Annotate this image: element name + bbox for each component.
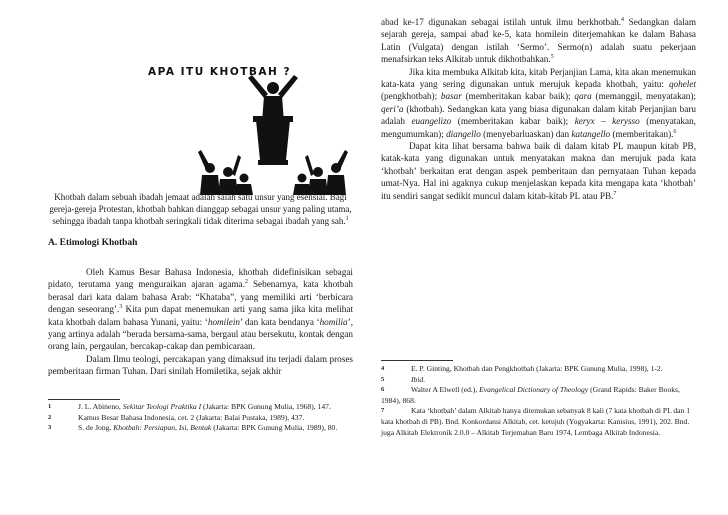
right-footnotes (381, 364, 696, 438)
right-body-text (381, 16, 696, 202)
footnote-divider (381, 360, 453, 361)
footnote: 7 Kata ‘khotbah’ dalam Alkitab hanya ditemukan sebanyak 8 kali (7 kata khotbah di PL dan 1 kata khotbah di PB). Bnd. Konkordansi Alkitab, cet. ketujuh (Yogyakarta: Kanisius, 1991), 202. Bnd. juga Alkitab Elektronik 2.0.0 – Alkitab Terjemahan Baru 1974, Lembaga Alkitab Indonesia. (381, 406, 690, 437)
footnote: 1 J. L. Abineno, Sekitar Teologi Praktika I (Jakarta: BPK Gunung Mulia, 1968), 147. (48, 402, 331, 411)
footnote: 2 Kamus Besar Bahasa Indonesia, cet. 2 (Jakarta: Balai Pustaka, 1989), 437. (48, 412, 305, 422)
section-heading: A. Etimologi Khotbah (48, 238, 138, 248)
preacher-illustration (198, 60, 348, 195)
footnote: 4 E. P. Ginting, Khotbah dan Pengkhotbah (Jakarta: BPK Gunung Mulia, 1998), 1-2. (381, 364, 663, 373)
left-footnotes (48, 402, 353, 434)
page-title: APA ITU KHOTBAH ? (148, 66, 292, 78)
paragraph: Dapat kita lihat bersama bahwa baik di dalam kitab PL maupun kitab PB, katak-kata yang digunakan untuk menyatakan makna dan merujuk pada kata ‘khotbah’ berkaitan erat dengan aspek pemberitaan dan pernyataan Tuhan kepada umat-Nya. Hal ini agaknya cukup menjelaskan kepada kita mengapa kata ‘khotbah’ itu sendiri sangat sedikit muncul dalam kitab-kitab PL atau PB.$^7$ (381, 141, 696, 201)
intro-paragraph: Khotbah dalam sebuah ibadah jemaat adalah salah satu unsur yang esensial. Bagi gereja-gereja Protestan, khotbah bahkan dianggap sebagai unsur yang paling utama, sehingga ibadah tanpa khotbah seringkali tidak diterima sebagai ibadah yang sah.$^1$ (49, 192, 352, 226)
footnote: 5 Ibid. (381, 374, 426, 384)
footnote: 6 Walter A Elwell (ed.), Evangelical Dictionary of Theology (Grand Rapids: Baker Books, 1984), 868. (381, 385, 680, 405)
footnote: 3 S. de Jong, Khotbah: Persiapan, Isi, Bentuk (Jakarta: BPK Gunung Mulia, 1989), 80. (48, 423, 338, 433)
footnote-divider (48, 399, 120, 400)
left-body-text (48, 266, 353, 378)
right-page (381, 0, 696, 515)
paragraph: Jika kita membuka Alkitab kita, kitab Perjanjian Lama, kita akan menemukan kata-kata yang sering digunakan untuk merujuk kepada khotbah, yaitu: qohelet (pengkhotbah); basar (memberitakan kabar baik); qara (memanggil, menyatakan); qeri’a (khotbah). Sedangkan kata yang biasa digunakan dalam kitab Perjanjian baru adalah euangelizo (memberitakan kabar baik); keryx – kerysso (menyatakan, mengumumkan); diangello (menyebarluaskan) dan katangello (memberitakan).$^6$ (381, 66, 696, 139)
left-page (48, 0, 353, 515)
paragraph: Oleh Kamus Besar Bahasa Indonesia, khotbah didefinisikan sebagai pidato, terutama yang menguraikan ajaran agama.$^2$ Sebenarnya, kata khotbah berasal dari kata dalam bahasa Arab: “Khataba”, yang memiliki arti ‘berbicara dengan seseorang’.$^3$ Kita pun dapat menemukan arti yang sama jika kita melihat kata khotbah dalam bahasa Yunani, yaitu: ‘homilein’ dan kata bendanya ‘homilia’, yang artinya adalah “berada bersama-sama, bergaul atau bersekutu, kontak dengan orang lain, pergaulan, bercakap-cakap dan pembicaraan. (48, 267, 353, 352)
paragraph: abad ke-17 digunakan sebagai istilah untuk ilmu berkhotbah.$^4$ Sedangkan dalam sejarah gereja, sampai abad ke-5, kata homilein diterjemahkan ke dalam Bahasa Latin (Vulgata) dengan istilah ‘Sermo’. Sermo(n) adalah suatu pekerjaan menafsirkan teks Alkitab untuk dikhotbahkan.$^5$ (381, 16, 696, 65)
paragraph: Dalam Ilmu teologi, percakapan yang dimaksud itu terjadi dalam proses pemberitaan firman Tuhan. Dari sinilah Homiletika, sejak akhir (48, 353, 353, 377)
